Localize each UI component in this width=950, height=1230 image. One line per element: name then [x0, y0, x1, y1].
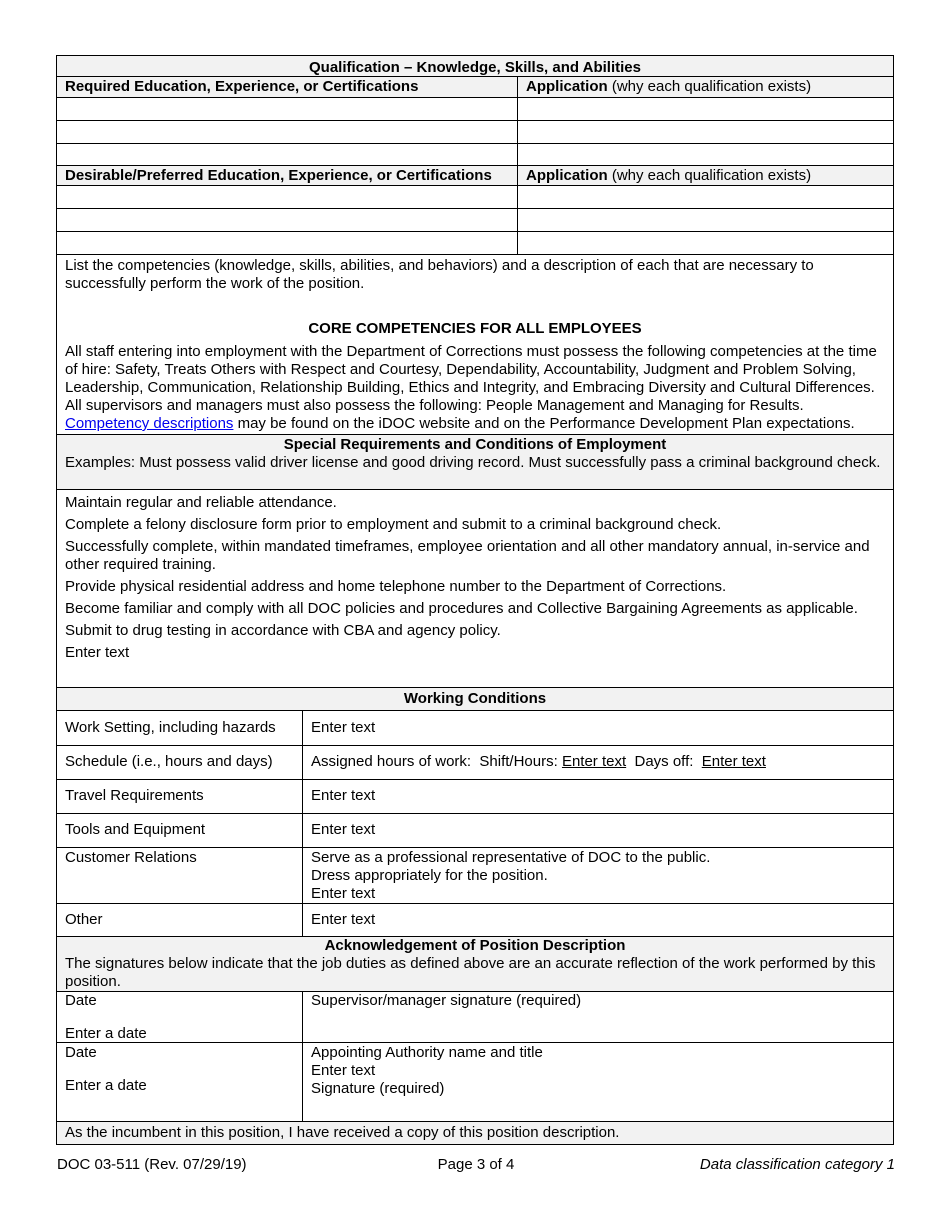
requirement-item: Successfully complete, within mandated timeframes, employee orientation and all other mandatory annual, in-service and other required training.: [65, 538, 870, 573]
travel-row: [56, 780, 894, 814]
special-requirements-list: [56, 490, 894, 688]
desirable-application-header: Application (why each qualification exists): [526, 167, 812, 184]
required-header: Required Education, Experience, or Certifications: [57, 77, 518, 97]
supervisor-date-cell: [57, 992, 303, 1042]
incumbent-acknowledgement: As the incumbent in this position, I have received a copy of this position description.: [56, 1122, 894, 1145]
shift-hours-input[interactable]: Enter text: [561, 753, 627, 770]
date-label: Date: [65, 992, 97, 1009]
desirable-application-input-2[interactable]: [518, 209, 893, 231]
other-row: [56, 904, 894, 937]
required-application-input-2[interactable]: [518, 121, 893, 143]
requirement-item: Submit to drug testing in accordance with CBA and agency policy.: [65, 622, 501, 639]
desirable-row-1: [56, 186, 894, 209]
tools-row: [56, 814, 894, 848]
tools-label: Tools and Equipment: [57, 814, 303, 847]
competency-descriptions-link[interactable]: Competency descriptions: [65, 415, 234, 432]
work-setting-row: [56, 711, 894, 746]
tools-input[interactable]: Enter text: [311, 821, 376, 838]
customer-relations-label: Customer Relations: [57, 848, 303, 903]
desirable-input-3[interactable]: [57, 232, 518, 254]
required-header-row: [56, 77, 894, 98]
work-setting-label: Work Setting, including hazards: [57, 711, 303, 745]
supervisor-date-input[interactable]: Enter a date: [65, 1025, 147, 1042]
required-row-1: [56, 98, 894, 121]
required-application-input-3[interactable]: [518, 144, 893, 165]
special-requirements-examples: Examples: Must possess valid driver license and good driving record. Must successfully pass a criminal background check.: [65, 454, 881, 471]
special-requirements-title: Special Requirements and Conditions of Employment: [283, 436, 667, 453]
appointing-date-input[interactable]: Enter a date: [65, 1077, 147, 1094]
requirement-item: Become familiar and comply with all DOC policies and procedures and Collective Bargaining Agreements as applicable.: [65, 600, 858, 617]
work-setting-input[interactable]: Enter text: [311, 719, 376, 736]
date-label: Date: [65, 1044, 97, 1061]
acknowledgement-title: Acknowledgement of Position Description: [324, 937, 626, 954]
required-input-2[interactable]: [57, 121, 518, 143]
special-requirements-header: [56, 435, 894, 490]
customer-relations-input[interactable]: Enter text: [311, 885, 376, 902]
appointing-date-cell: [57, 1043, 303, 1121]
appointing-authority-label: Appointing Authority name and title: [311, 1044, 543, 1061]
customer-relations-value: Serve as a professional representative of DOC to the public. Dress appropriately for the position. Enter text: [303, 848, 893, 903]
required-application-header: Application (why each qualification exists): [526, 78, 812, 95]
other-label: Other: [57, 904, 303, 936]
required-application-input-1[interactable]: [518, 98, 893, 120]
desirable-application-input-3[interactable]: [518, 232, 893, 254]
schedule-label: Schedule (i.e., hours and days): [57, 746, 303, 779]
desirable-row-3: [56, 232, 894, 255]
data-classification: Data classification category 1: [699, 1156, 895, 1173]
appointing-authority-input[interactable]: Enter text: [311, 1062, 376, 1079]
working-conditions-title: Working Conditions: [56, 688, 894, 711]
customer-relations-row: [56, 848, 894, 904]
required-row-3: [56, 144, 894, 166]
core-competencies-title: CORE COMPETENCIES FOR ALL EMPLOYEES: [308, 320, 642, 337]
travel-input[interactable]: Enter text: [311, 787, 376, 804]
competencies-intro: List the competencies (knowledge, skills, abilities, and behaviors) and a description of each that are necessary to successfully perform the work of the position.: [65, 257, 814, 292]
desirable-application-input-1[interactable]: [518, 186, 893, 208]
schedule-value: Assigned hours of work: Shift/Hours: Enter text Days off: Enter text: [311, 753, 766, 770]
schedule-row: [56, 746, 894, 780]
appointing-signature-field[interactable]: Signature (required): [311, 1080, 445, 1097]
desirable-header: Desirable/Preferred Education, Experience, or Certifications: [57, 166, 518, 185]
core-competencies-text: All staff entering into employment with the Department of Corrections must possess the following competencies at the time of hire: Safety, Treats Others with Respect and Courtesy, Dependability, Accountability, Judgment and Problem Solving, Leadership, Communication, Relationship Building, Ethics and Integrity, and Embracing Diversity and Cultural Differences. All supervisors and managers must also possess the following: People Management and Managing for Results. Competency descriptions may be found on the iDOC website and on the Performance Development Plan expectations.: [65, 343, 877, 432]
form-number: DOC 03-511 (Rev. 07/29/19): [57, 1156, 247, 1173]
desirable-input-2[interactable]: [57, 209, 518, 231]
page-number: Page 3 of 4: [437, 1156, 515, 1173]
requirement-item: Provide physical residential address and home telephone number to the Department of Corrections.: [65, 578, 727, 595]
required-input-3[interactable]: [57, 144, 518, 165]
supervisor-signature-field[interactable]: Supervisor/manager signature (required): [311, 992, 582, 1009]
position-description-page: [56, 55, 894, 1145]
appointing-authority-cell: [303, 1043, 893, 1121]
competencies-section: [56, 255, 894, 435]
qualifications-title: Qualification – Knowledge, Skills, and Abilities: [56, 55, 894, 77]
requirement-item: Complete a felony disclosure form prior to employment and submit to a criminal background check.: [65, 516, 722, 533]
required-input-1[interactable]: [57, 98, 518, 120]
days-off-input[interactable]: Enter text: [701, 753, 766, 770]
requirement-item: Maintain regular and reliable attendance.: [65, 494, 337, 511]
requirement-enter-text[interactable]: Enter text: [65, 644, 130, 661]
other-input[interactable]: Enter text: [311, 911, 376, 928]
acknowledgement-header: [56, 937, 894, 992]
desirable-input-1[interactable]: [57, 186, 518, 208]
acknowledgement-text: The signatures below indicate that the job duties as defined above are an accurate reflection of the work performed by this position.: [65, 955, 876, 990]
supervisor-signature-row: [56, 992, 894, 1043]
travel-label: Travel Requirements: [57, 780, 303, 813]
desirable-row-2: [56, 209, 894, 232]
required-row-2: [56, 121, 894, 144]
appointing-authority-row: [56, 1043, 894, 1122]
desirable-header-row: [56, 166, 894, 186]
